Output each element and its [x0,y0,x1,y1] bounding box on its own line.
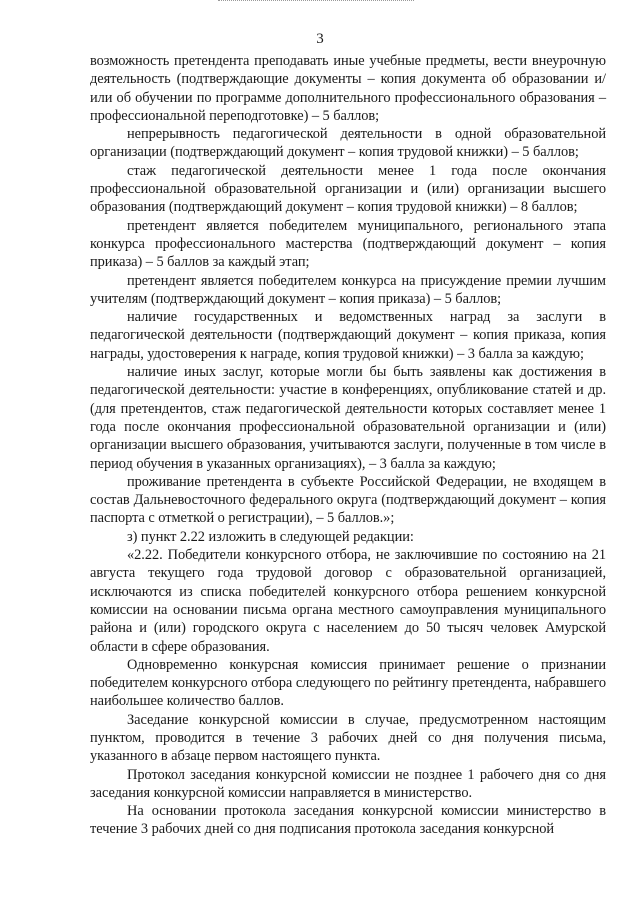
document-body [90,52,606,839]
paragraph: наличие иных заслуг, которые могли бы быть заявлены как достижения в педагогической деятельности: участие в конференциях, опубликование статей и др. (для претендентов, стаж педагогической деятельности которых составляет менее 1 года после окончания профессиональной образовательной организации и (или) организации высшего образования, учитываются заслуги, полученные в том числе в период обучения в указанных организациях), – 3 балла за каждую; [90,364,606,472]
paragraph: з) пункт 2.22 изложить в следующей редакции: [127,528,414,545]
page-number: 3 [316,31,324,47]
paragraph: проживание претендента в субъекте Российской Федерации, не входящем в состав Дальневосточного федерального округа (подтверждающий документ – копия паспорта с отметкой о регистрации), – 5 баллов.»; [90,473,606,527]
paragraph: «2.22. Победители конкурсного отбора, не заключившие по состоянию на 21 августа текущего года трудовой договор с образовательной организацией, исключаются из списка победителей конкурсного отбора решением конкурсной комиссии на основании письма органа местного самоуправления муниципального района и (или) городского округа с населением до 50 тысяч человек Амурской области в сфере образования. [90,547,606,655]
paragraph: Одновременно конкурсная комиссия принимает решение о признании победителем конкурсного отбора следующего по рейтингу претендента, набравшего наибольшее количество баллов. [90,656,606,710]
paragraph: претендент является победителем муниципального, регионального этапа конкурса профессионального мастерства (подтверждающий документ – копия приказа) – 5 баллов за каждый этап; [90,217,606,271]
paragraph: непрерывность педагогической деятельности в одной образовательной организации (подтверждающий документ – копия трудовой книжки) – 5 баллов; [90,126,606,161]
paragraph-continuation: возможность претендента преподавать иные учебные предметы, вести внеурочную деятельность (подтверждающие документы – копия документа об образовании и/или об обучении по программе дополнительного профессионального образования – профессиональной переподготовке) – 5 баллов; [90,53,606,124]
paragraph: Протокол заседания конкурсной комиссии не позднее 1 рабочего дня со дня заседания конкурсной комиссии направляется в министерство. [90,766,606,801]
paragraph: Заседание конкурсной комиссии в случае, предусмотренном настоящим пунктом, проводится в течение 3 рабочих дней со дня получения письма, указанного в абзаце первом настоящего пункта. [90,711,606,765]
scan-edge-mark [218,0,414,3]
paragraph: претендент является победителем конкурса на присуждение премии лучшим учителям (подтверждающий документ – копия приказа) – 5 баллов; [90,272,606,307]
paragraph: На основании протокола заседания конкурсной комиссии министерство в течение 3 рабочих дней со дня подписания протокола заседания конкурсной [90,803,606,838]
paragraph: стаж педагогической деятельности менее 1 года после окончания профессиональной образовательной организации и (или) организации высшего образования (подтверждающий документ – копия трудовой книжки) – 8 баллов; [90,162,606,216]
paragraph: наличие государственных и ведомственных наград за заслуги в педагогической деятельности (подтверждающий документ – копия приказа, копия награды, удостоверения к награде, копия трудовой книжки) – 3 балла за каждую; [90,309,606,362]
